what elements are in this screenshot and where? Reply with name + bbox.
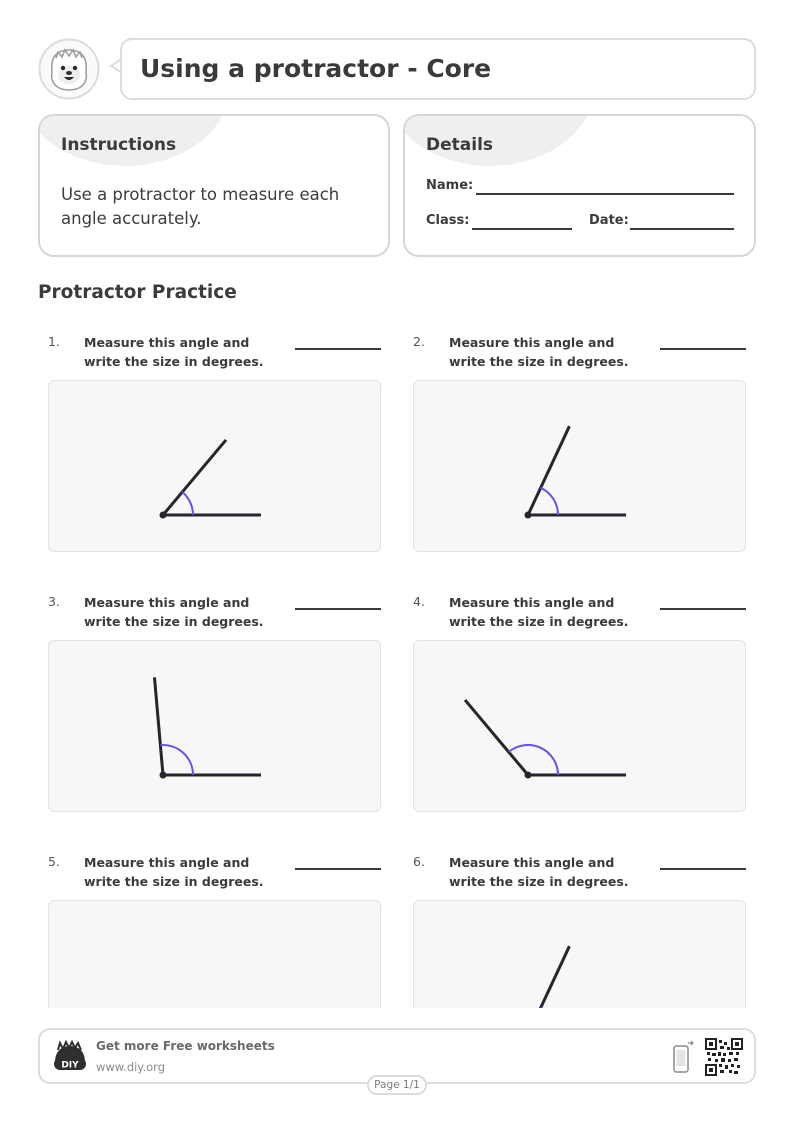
angle-arc [541, 488, 558, 515]
section-title: Protractor Practice [38, 282, 237, 303]
angle-arc [160, 745, 193, 775]
angle-box [48, 640, 381, 812]
question-number: 1. [48, 334, 60, 349]
question-number: 5. [48, 854, 60, 869]
question-text: Measure this angle and write the size in degrees. [84, 855, 264, 889]
page-indicator: Page 1/1 [367, 1075, 427, 1095]
answer-line[interactable] [295, 348, 381, 350]
angle-box [48, 380, 381, 552]
vertex-dot [525, 772, 532, 779]
question-text: Measure this angle and write the size in degrees. [84, 595, 264, 629]
vertex-dot [525, 512, 532, 519]
angle-ray [465, 700, 528, 775]
vertex-dot [160, 512, 167, 519]
angle-arc [182, 492, 193, 515]
question-number: 4. [413, 594, 425, 609]
question-number: 6. [413, 854, 425, 869]
angle-box [413, 380, 746, 552]
page-title: Using a protractor - Core [140, 54, 492, 83]
vertex-dot [160, 772, 167, 779]
answer-line[interactable] [295, 868, 381, 870]
question-text: Measure this angle and write the size in degrees. [84, 335, 264, 369]
answer-line[interactable] [295, 608, 381, 610]
angle-diagram [49, 381, 381, 552]
diy-logo-icon [52, 1040, 88, 1072]
name-label: Name: [426, 178, 474, 193]
qr-code-icon [705, 1038, 743, 1076]
question-text: Measure this angle and write the size in degrees. [449, 335, 629, 369]
title-banner [120, 38, 756, 100]
class-field[interactable] [472, 228, 572, 230]
question-text: Measure this angle and write the size in degrees. [449, 855, 629, 889]
question-number: 2. [413, 334, 425, 349]
angle-ray [154, 677, 163, 775]
footer-url[interactable]: www.diy.org [96, 1060, 165, 1074]
question-text: Measure this angle and write the size in degrees. [449, 595, 629, 629]
answer-line[interactable] [660, 608, 746, 610]
question-number: 3. [48, 594, 60, 609]
instructions-card [38, 114, 390, 257]
footer-promo: Get more Free worksheets [96, 1039, 275, 1053]
angle-ray [163, 440, 226, 515]
logo-text: DIY [61, 1060, 79, 1071]
instructions-heading: Instructions [61, 135, 177, 155]
instructions-text: Use a protractor to measure each angle accurately. [61, 185, 340, 228]
phone-icon [672, 1040, 694, 1074]
details-heading: Details [426, 135, 494, 155]
angle-diagram [414, 641, 746, 812]
class-label: Class: [426, 213, 470, 228]
details-card [403, 114, 756, 257]
answer-line[interactable] [660, 868, 746, 870]
angle-box [413, 640, 746, 812]
angle-diagram [49, 641, 381, 812]
yeti-mascot-icon [38, 38, 100, 100]
date-field[interactable] [630, 228, 734, 230]
angle-ray [528, 426, 569, 515]
name-field[interactable] [476, 193, 734, 195]
date-label: Date: [589, 213, 629, 228]
angle-diagram [414, 381, 746, 552]
answer-line[interactable] [660, 348, 746, 350]
